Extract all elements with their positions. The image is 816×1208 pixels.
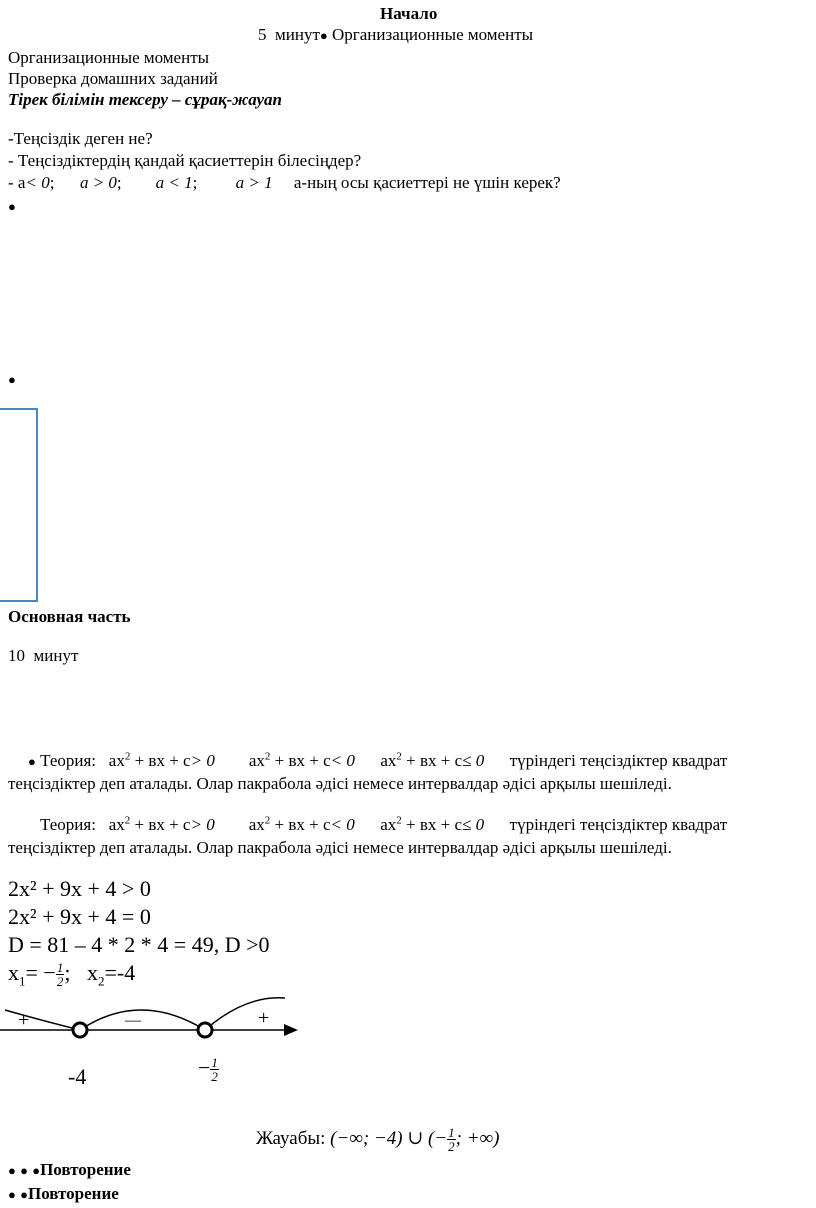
theory-expr-1: ax bbox=[108, 815, 125, 834]
question-3 bbox=[8, 173, 561, 193]
answer-label: Жауабы: bbox=[256, 1127, 326, 1149]
frac-den: 2 bbox=[448, 1139, 455, 1154]
theory-rel-le: ≤ 0 bbox=[462, 751, 485, 770]
q3-suffix: а-ның осы қасиеттері не үшін керек? bbox=[293, 173, 561, 192]
axis-arrow-icon bbox=[284, 1024, 298, 1036]
bullet-icon bbox=[8, 1184, 16, 1203]
frac-num: 1 bbox=[448, 1125, 455, 1140]
answer-interval-1: (−∞; −4) bbox=[330, 1127, 403, 1149]
parabola-left-arc bbox=[5, 1010, 80, 1030]
diagram-label-right bbox=[198, 1055, 219, 1083]
parabola-right-arc bbox=[205, 998, 285, 1030]
q3-sep-1: ; bbox=[49, 173, 55, 192]
main-title: Основная часть bbox=[8, 607, 131, 626]
theory-rel-gt: > 0 bbox=[190, 751, 215, 770]
theory-expr-3-tail: + вх + c bbox=[401, 751, 463, 770]
root-point-left bbox=[73, 1023, 87, 1037]
diagram-label-right-sign: − bbox=[198, 1055, 211, 1080]
x1-sign: − bbox=[43, 960, 56, 985]
theory-label: Теория: bbox=[40, 815, 96, 834]
theory-label: Теория: bbox=[40, 751, 97, 770]
question-1: -Теңсіздік деген не? bbox=[8, 129, 153, 148]
intro-line-3: Тірек білімін тексеру – сұрақ-жауап bbox=[8, 90, 282, 109]
answer-interval-2-close: ; +∞) bbox=[455, 1127, 500, 1149]
q3-rel-2: a > 0 bbox=[79, 173, 117, 192]
theory-expr-3: ax bbox=[380, 751, 397, 770]
x2-val: =-4 bbox=[104, 960, 136, 985]
frac-den: 2 bbox=[211, 1069, 218, 1085]
x1-label: x bbox=[8, 960, 19, 985]
q3-rel-3: a < 1 bbox=[155, 173, 193, 192]
solution-line-1: 2x² + 9x + 4 > 0 bbox=[8, 876, 151, 901]
sign-minus-middle: — bbox=[125, 1012, 141, 1029]
x1-fraction bbox=[56, 961, 65, 988]
frac-den: 2 bbox=[56, 974, 64, 990]
theory-expr-2-tail: + вх + c bbox=[270, 815, 331, 834]
theory-rel-le: ≤ 0 bbox=[462, 815, 485, 834]
bullet-icon bbox=[8, 196, 16, 216]
theory-expr-1: ax bbox=[108, 751, 125, 770]
header-time-unit: минут bbox=[275, 25, 320, 44]
parabola-middle-arc bbox=[80, 1010, 205, 1030]
bullet-icon bbox=[28, 751, 36, 770]
root-point-right bbox=[198, 1023, 212, 1037]
frac-num: 1 bbox=[56, 960, 64, 976]
q3-rel-1: < 0 bbox=[25, 173, 50, 192]
x1-eq: = bbox=[25, 960, 38, 985]
bullet-icon bbox=[320, 25, 328, 44]
theory-1: ● Теория: $ax^2$ + вх + c> 0 $ax^2$ + вх + c< 0 $ax^2$ + вх + c≤ 0 түріндегі теңсіздіктер квадрат bbox=[28, 751, 727, 771]
footer-repeat-1 bbox=[8, 1160, 131, 1180]
sign-plus-right: + bbox=[258, 1007, 270, 1029]
bullet-icon bbox=[8, 369, 16, 389]
x1-sub: 1 bbox=[19, 973, 26, 989]
x2-sub: 2 bbox=[97, 973, 105, 989]
question-2: - Теңсіздіктердің қандай қасиеттерін білесіңдер? bbox=[8, 151, 362, 170]
answer-line bbox=[256, 1126, 499, 1153]
q3-rel-4: a > 1 bbox=[235, 173, 273, 192]
q3-sep-3: ; bbox=[192, 173, 198, 192]
theory-expr-3: ax bbox=[380, 815, 397, 834]
intro-line-1: Организационные моменты bbox=[8, 48, 210, 67]
header-time-num: 5 bbox=[258, 25, 267, 44]
x2-label: x bbox=[86, 960, 98, 985]
theory-2: Теория: $ax^2$ + вх + c> 0 $ax^2$ + вх + c< 0 $ax^2$ + вх + c≤ 0 түріндегі теңсіздіктер квадрат bbox=[40, 814, 728, 834]
theory-expr-2-tail: + вх + c bbox=[270, 751, 331, 770]
main-time-unit: минут bbox=[33, 646, 79, 665]
theory-suffix: түріндегі теңсіздіктер квадрат bbox=[509, 751, 728, 770]
theory-suffix: түріндегі теңсіздіктер квадрат bbox=[509, 815, 728, 834]
theory-1-line-2: теңсіздіктер деп аталады. Олар пакрабола әдісі немесе интервалдар әдісі арқылы шешіледі. bbox=[8, 774, 672, 793]
bullet-icon bbox=[32, 1160, 40, 1179]
answer-union: ∪ bbox=[407, 1127, 424, 1149]
solution-line-2: 2x² + 9x + 4 = 0 bbox=[8, 904, 151, 929]
header-subtitle-text: Организационные моменты bbox=[332, 25, 534, 44]
intro-line-2: Проверка домашних заданий bbox=[8, 69, 218, 88]
footer-repeat-2 bbox=[8, 1184, 119, 1204]
bullet-icon bbox=[8, 1160, 16, 1179]
number-line-diagram bbox=[0, 990, 310, 1050]
theory-expr-1-tail: + вх + c bbox=[130, 751, 191, 770]
solution-line-3: D = 81 – 4 * 2 * 4 = 49, D >0 bbox=[8, 932, 270, 957]
solution-roots: $x_1=$ − $\frac{1}{2}$ ; $x_2=-4$ bbox=[8, 960, 136, 990]
q3-prefix: - a bbox=[8, 173, 26, 192]
sign-plus-left: + bbox=[18, 1009, 30, 1031]
theory-2-line-2: теңсіздіктер деп аталады. Олар пакрабола әдісі немесе интервалдар әдісі арқылы шешіледі. bbox=[8, 838, 672, 857]
theory-expr-3-tail: + вх + c bbox=[401, 815, 463, 834]
theory-expr-2: ax bbox=[248, 815, 265, 834]
frac-num: 1 bbox=[211, 1055, 218, 1071]
repeat-label-1: Повторение bbox=[40, 1160, 131, 1179]
theory-rel-lt: < 0 bbox=[330, 815, 355, 834]
blue-frame bbox=[0, 408, 38, 602]
answer-interval-2-open: (− bbox=[428, 1127, 448, 1149]
page-title: Начало bbox=[380, 4, 438, 23]
header-subtitle bbox=[258, 25, 533, 45]
answer-fraction bbox=[447, 1126, 456, 1153]
repeat-label-2: Повторение bbox=[27, 1184, 119, 1203]
bullet-icon bbox=[20, 1160, 28, 1179]
main-time bbox=[8, 646, 78, 666]
theory-rel-lt: < 0 bbox=[330, 751, 355, 770]
diagram-label-right-fraction bbox=[210, 1056, 219, 1083]
theory-expr-1-tail: + вх + c bbox=[130, 815, 191, 834]
diagram-label-left: -4 bbox=[68, 1064, 87, 1089]
main-time-num: 10 bbox=[8, 646, 25, 665]
theory-rel-gt: > 0 bbox=[190, 815, 215, 834]
theory-expr-2: ax bbox=[248, 751, 265, 770]
q3-sep-2: ; bbox=[116, 173, 122, 192]
bullet-icon bbox=[20, 1184, 28, 1203]
